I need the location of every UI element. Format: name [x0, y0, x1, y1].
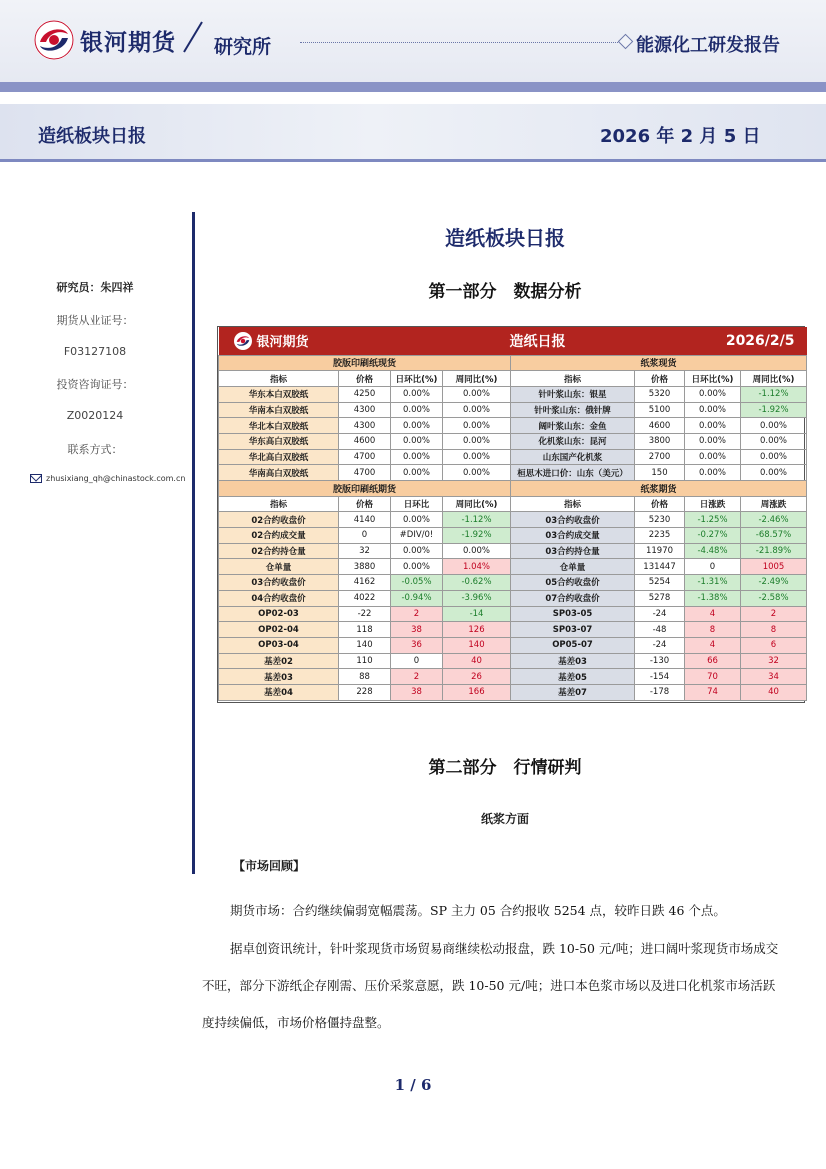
- band-date: 2026 年 2 月 5 日: [600, 126, 761, 147]
- table-cell: 0.00%: [741, 449, 807, 465]
- table-cell: 11970: [635, 543, 685, 559]
- table-cell: 5278: [635, 590, 685, 606]
- table-cell: 0: [339, 528, 391, 544]
- table-cell: 6: [741, 637, 807, 653]
- table-cell: 5254: [635, 575, 685, 591]
- table-cell: -68.57%: [741, 528, 807, 544]
- table-row: [219, 512, 807, 528]
- table-cell: 4700: [339, 449, 391, 465]
- table-cell: 4: [685, 606, 741, 622]
- table-column-header: 日环比(%): [685, 371, 741, 387]
- table-cell: 5320: [635, 386, 685, 402]
- table-cell: 8: [685, 622, 741, 638]
- table-column-header: 指标: [219, 371, 339, 387]
- table-cell: 88: [339, 669, 391, 685]
- sidebar-divider: [192, 212, 195, 874]
- table-cell: 40: [443, 653, 511, 669]
- table-cell: -1.12%: [741, 386, 807, 402]
- table-row: [219, 433, 807, 449]
- table-section-row: [219, 481, 807, 497]
- table-row: [219, 622, 807, 638]
- table-cell: 38: [391, 622, 443, 638]
- table-brand: [220, 331, 390, 350]
- table-cell: -0.27%: [685, 528, 741, 544]
- consult-number: Z0020124: [66, 409, 124, 422]
- table-cell: 华东本白双胶纸: [219, 386, 339, 402]
- table-row: [219, 465, 807, 481]
- galaxy-logo-icon: [234, 332, 252, 350]
- table-cell: 4022: [339, 590, 391, 606]
- table-cell: 70: [685, 669, 741, 685]
- table-date: 2026/2/5: [685, 327, 807, 355]
- table-cell: 07合约收盘价: [511, 590, 635, 606]
- table-cell: 0.00%: [391, 465, 443, 481]
- table-cell: 2235: [635, 528, 685, 544]
- table-cell: OP02-04: [219, 622, 339, 638]
- table-cell: 针叶浆山东：银星: [511, 386, 635, 402]
- contact-label: 联系方式：: [67, 443, 123, 456]
- table-cell: 02合约持仓量: [219, 543, 339, 559]
- table-cell: -2.46%: [741, 512, 807, 528]
- table-cell: -3.96%: [443, 590, 511, 606]
- report-type: 能源化工研发报告: [636, 35, 780, 56]
- table-cell: 4: [685, 637, 741, 653]
- table-cell: 3800: [635, 433, 685, 449]
- table-cell: 66: [685, 653, 741, 669]
- table-cell: 0.00%: [391, 543, 443, 559]
- table-brand-name: 银河期货: [256, 335, 309, 351]
- table-cell: 2: [391, 606, 443, 622]
- table-cell: 4162: [339, 575, 391, 591]
- market-review-label: 【市场回顾】: [233, 859, 306, 873]
- table-cell: 基差05: [511, 669, 635, 685]
- table-row: [219, 590, 807, 606]
- daily-table: [217, 326, 805, 703]
- table-cell: -48: [635, 622, 685, 638]
- table-cell: 8: [741, 622, 807, 638]
- table-cell: 03合约成交量: [511, 528, 635, 544]
- table-cell: -1.92%: [741, 402, 807, 418]
- table-cell: OP03-04: [219, 637, 339, 653]
- table-cell: 0.00%: [443, 543, 511, 559]
- table-cell: 38: [391, 684, 443, 700]
- table-row: [219, 606, 807, 622]
- table-section-header: 纸浆期货: [511, 481, 807, 497]
- band-title: 造纸板块日报: [38, 126, 146, 147]
- header-stripe: [0, 82, 826, 92]
- table-cell: -2.58%: [741, 590, 807, 606]
- table-cell: 2: [741, 606, 807, 622]
- table-cell: -0.05%: [391, 575, 443, 591]
- table-cell: 118: [339, 622, 391, 638]
- table-cell: 140: [339, 637, 391, 653]
- table-cell: OP05-07: [511, 637, 635, 653]
- brand-logo: [34, 20, 176, 60]
- table-column-header: 价格: [635, 496, 685, 512]
- table-cell: 0.00%: [741, 418, 807, 434]
- table-cell: 基差07: [511, 684, 635, 700]
- paragraph-futures: 期货市场：合约继续偏弱宽幅震荡。SP 主力 05 合约报收 5254 点，较昨日跌 46 个点。: [230, 903, 726, 918]
- table-cell: 0.00%: [443, 402, 511, 418]
- table-section-header: 胶版印刷纸期货: [219, 481, 511, 497]
- table-cell: 166: [443, 684, 511, 700]
- table-cell: 0.00%: [685, 465, 741, 481]
- table-cell: SP03-05: [511, 606, 635, 622]
- table-cell: 0.00%: [443, 418, 511, 434]
- table-cell: 仓单量: [219, 559, 339, 575]
- main-title: 造纸板块日报: [445, 226, 565, 250]
- table-column-header: 日涨跌: [685, 496, 741, 512]
- slash-divider: [178, 20, 208, 54]
- table-cell: -1.25%: [685, 512, 741, 528]
- table-row: [219, 386, 807, 402]
- table-cell: 阔叶浆山东：金鱼: [511, 418, 635, 434]
- table-cell: 0.00%: [391, 433, 443, 449]
- table-cell: 02合约成交量: [219, 528, 339, 544]
- table-cell: 131447: [635, 559, 685, 575]
- table-cell: 5100: [635, 402, 685, 418]
- table-column-header: 周同比(%): [443, 371, 511, 387]
- table-cell: 36: [391, 637, 443, 653]
- table-row: [219, 528, 807, 544]
- table-cell: 0.00%: [443, 386, 511, 402]
- table-row: [219, 543, 807, 559]
- table-cell: 32: [741, 653, 807, 669]
- header-dotted-line: [300, 42, 622, 43]
- table-cell: 26: [443, 669, 511, 685]
- section-title-analysis: 第二部分 行情研判: [428, 758, 582, 778]
- table-cell: 0.00%: [741, 465, 807, 481]
- table-cell: -21.89%: [741, 543, 807, 559]
- table-cell: -154: [635, 669, 685, 685]
- table-cell: -1.92%: [443, 528, 511, 544]
- table-cell: 针叶浆山东：俄针牌: [511, 402, 635, 418]
- table-cell: 150: [635, 465, 685, 481]
- table-section-row: [219, 355, 807, 371]
- table-cell: 桓思木进口价：山东（美元）: [511, 465, 635, 481]
- table-cell: 4250: [339, 386, 391, 402]
- table-cell: 仓单量: [511, 559, 635, 575]
- table-cell: 40: [741, 684, 807, 700]
- table-column-header: 价格: [339, 496, 391, 512]
- table-cell: 0: [685, 559, 741, 575]
- table-cell: 5230: [635, 512, 685, 528]
- section-title-data: 第一部分 数据分析: [428, 282, 582, 302]
- table-cell: SP03-07: [511, 622, 635, 638]
- table-cell: -4.48%: [685, 543, 741, 559]
- table-cell: 0.00%: [685, 386, 741, 402]
- table-cell: 228: [339, 684, 391, 700]
- table-row: [219, 575, 807, 591]
- table-cell: 化机浆山东：昆河: [511, 433, 635, 449]
- table-cell: 华南本白双胶纸: [219, 402, 339, 418]
- table-cell: 140: [443, 637, 511, 653]
- table-cell: 基差02: [219, 653, 339, 669]
- table-column-header: 价格: [339, 371, 391, 387]
- table-column-header: 周涨跌: [741, 496, 807, 512]
- table-cell: 0.00%: [391, 402, 443, 418]
- researcher-name: 研究员：朱四祥: [56, 281, 134, 294]
- table-cell: 0.00%: [391, 386, 443, 402]
- table-cell: 0.00%: [391, 449, 443, 465]
- table-cell: -1.12%: [443, 512, 511, 528]
- table-cell: 34: [741, 669, 807, 685]
- table-cell: 4300: [339, 402, 391, 418]
- email-address[interactable]: zhusixiang_qh@chinastock.com.cn: [46, 474, 186, 483]
- table-cell: 03合约持仓量: [511, 543, 635, 559]
- table-cell: 1005: [741, 559, 807, 575]
- table-cell: 74: [685, 684, 741, 700]
- table-column-header: 指标: [219, 496, 339, 512]
- institute-name: 研究所: [214, 36, 272, 58]
- table-column-header: 指标: [511, 496, 635, 512]
- table-cell: 2700: [635, 449, 685, 465]
- table-title: 造纸日报: [391, 327, 685, 355]
- table-cell: -22: [339, 606, 391, 622]
- table-cell: -14: [443, 606, 511, 622]
- table-column-header-row: [219, 496, 807, 512]
- table-cell: 0.00%: [685, 449, 741, 465]
- table-cell: -0.94%: [391, 590, 443, 606]
- table-cell: -24: [635, 606, 685, 622]
- paragraph-spot: 据卓创资讯统计，针叶浆现货市场贸易商继续松动报盘，跌 10-50 元/吨；进口阔叶浆现货市场成交不旺，部分下游纸企存刚需、压价采浆意愿，跌 10-50 元/吨；进口本色浆市场以及进口化机浆市场活跃度持续偏低，市场价格僵持盘整。: [202, 941, 779, 1030]
- table-cell: 4600: [339, 433, 391, 449]
- table-cell: 1.04%: [443, 559, 511, 575]
- table-column-header: 日环比(%): [391, 371, 443, 387]
- table-cell: -130: [635, 653, 685, 669]
- table-cell: 0.00%: [685, 402, 741, 418]
- table-column-header: 周同比(%): [741, 371, 807, 387]
- license-label: 期货从业证号：: [56, 314, 134, 327]
- table-section-header: 纸浆现货: [511, 355, 807, 371]
- table-cell: 基差03: [511, 653, 635, 669]
- table-cell: -24: [635, 637, 685, 653]
- table-row: [219, 559, 807, 575]
- table-cell: -1.38%: [685, 590, 741, 606]
- table-column-header: 价格: [635, 371, 685, 387]
- table-cell: 126: [443, 622, 511, 638]
- brand-name: 银河期货: [80, 29, 176, 56]
- license-number: F03127108: [63, 345, 127, 358]
- table-cell: 0.00%: [685, 433, 741, 449]
- table-cell: 0.00%: [443, 449, 511, 465]
- email-contact[interactable]: [30, 474, 185, 483]
- consult-label: 投资咨询证号：: [56, 378, 134, 391]
- table-cell: 3880: [339, 559, 391, 575]
- table-cell: 110: [339, 653, 391, 669]
- table-cell: 华南高白双胶纸: [219, 465, 339, 481]
- table-cell: 0.00%: [685, 418, 741, 434]
- table-cell: -2.49%: [741, 575, 807, 591]
- table-section-header: 胶版印刷纸现货: [219, 355, 511, 371]
- table-row: [219, 449, 807, 465]
- table-cell: 2: [391, 669, 443, 685]
- table-row: [219, 684, 807, 700]
- table-cell: 基差04: [219, 684, 339, 700]
- table-column-header: 周同比(%): [443, 496, 511, 512]
- table-row: [219, 418, 807, 434]
- table-cell: 华北本白双胶纸: [219, 418, 339, 434]
- table-cell: 基差03: [219, 669, 339, 685]
- table-cell: #DIV/0!: [391, 528, 443, 544]
- table-cell: 03合约收盘价: [511, 512, 635, 528]
- table-cell: 0.00%: [391, 512, 443, 528]
- table-cell: -0.62%: [443, 575, 511, 591]
- table-cell: 0.00%: [741, 433, 807, 449]
- table-cell: 山东国产化机浆: [511, 449, 635, 465]
- table-column-header: 指标: [511, 371, 635, 387]
- table-cell: 0.00%: [391, 559, 443, 575]
- table-cell: 华北高白双胶纸: [219, 449, 339, 465]
- table-column-header-row: [219, 371, 807, 387]
- table-cell: 华东高白双胶纸: [219, 433, 339, 449]
- table-cell: OP02-03: [219, 606, 339, 622]
- pulp-subtitle: 纸浆方面: [480, 812, 529, 826]
- table-cell: 02合约收盘价: [219, 512, 339, 528]
- table-cell: 0.00%: [443, 433, 511, 449]
- table-column-header: 日环比: [391, 496, 443, 512]
- table-row: [219, 653, 807, 669]
- galaxy-logo-icon: [34, 20, 74, 60]
- table-cell: 4600: [635, 418, 685, 434]
- table-cell: -1.31%: [685, 575, 741, 591]
- table-cell: 0.00%: [443, 465, 511, 481]
- table-header-row: [219, 327, 807, 355]
- table-cell: 0.00%: [391, 418, 443, 434]
- page-number: 1 / 6: [394, 1076, 432, 1094]
- table-cell: 4300: [339, 418, 391, 434]
- table-cell: 03合约收盘价: [219, 575, 339, 591]
- table-cell: 0: [391, 653, 443, 669]
- table-cell: 4140: [339, 512, 391, 528]
- table-cell: 4700: [339, 465, 391, 481]
- table-cell: -178: [635, 684, 685, 700]
- table-cell: 05合约收盘价: [511, 575, 635, 591]
- table-cell: 32: [339, 543, 391, 559]
- table-row: [219, 669, 807, 685]
- table-cell: 04合约收盘价: [219, 590, 339, 606]
- table-row: [219, 402, 807, 418]
- table-row: [219, 637, 807, 653]
- mail-icon: [30, 474, 42, 483]
